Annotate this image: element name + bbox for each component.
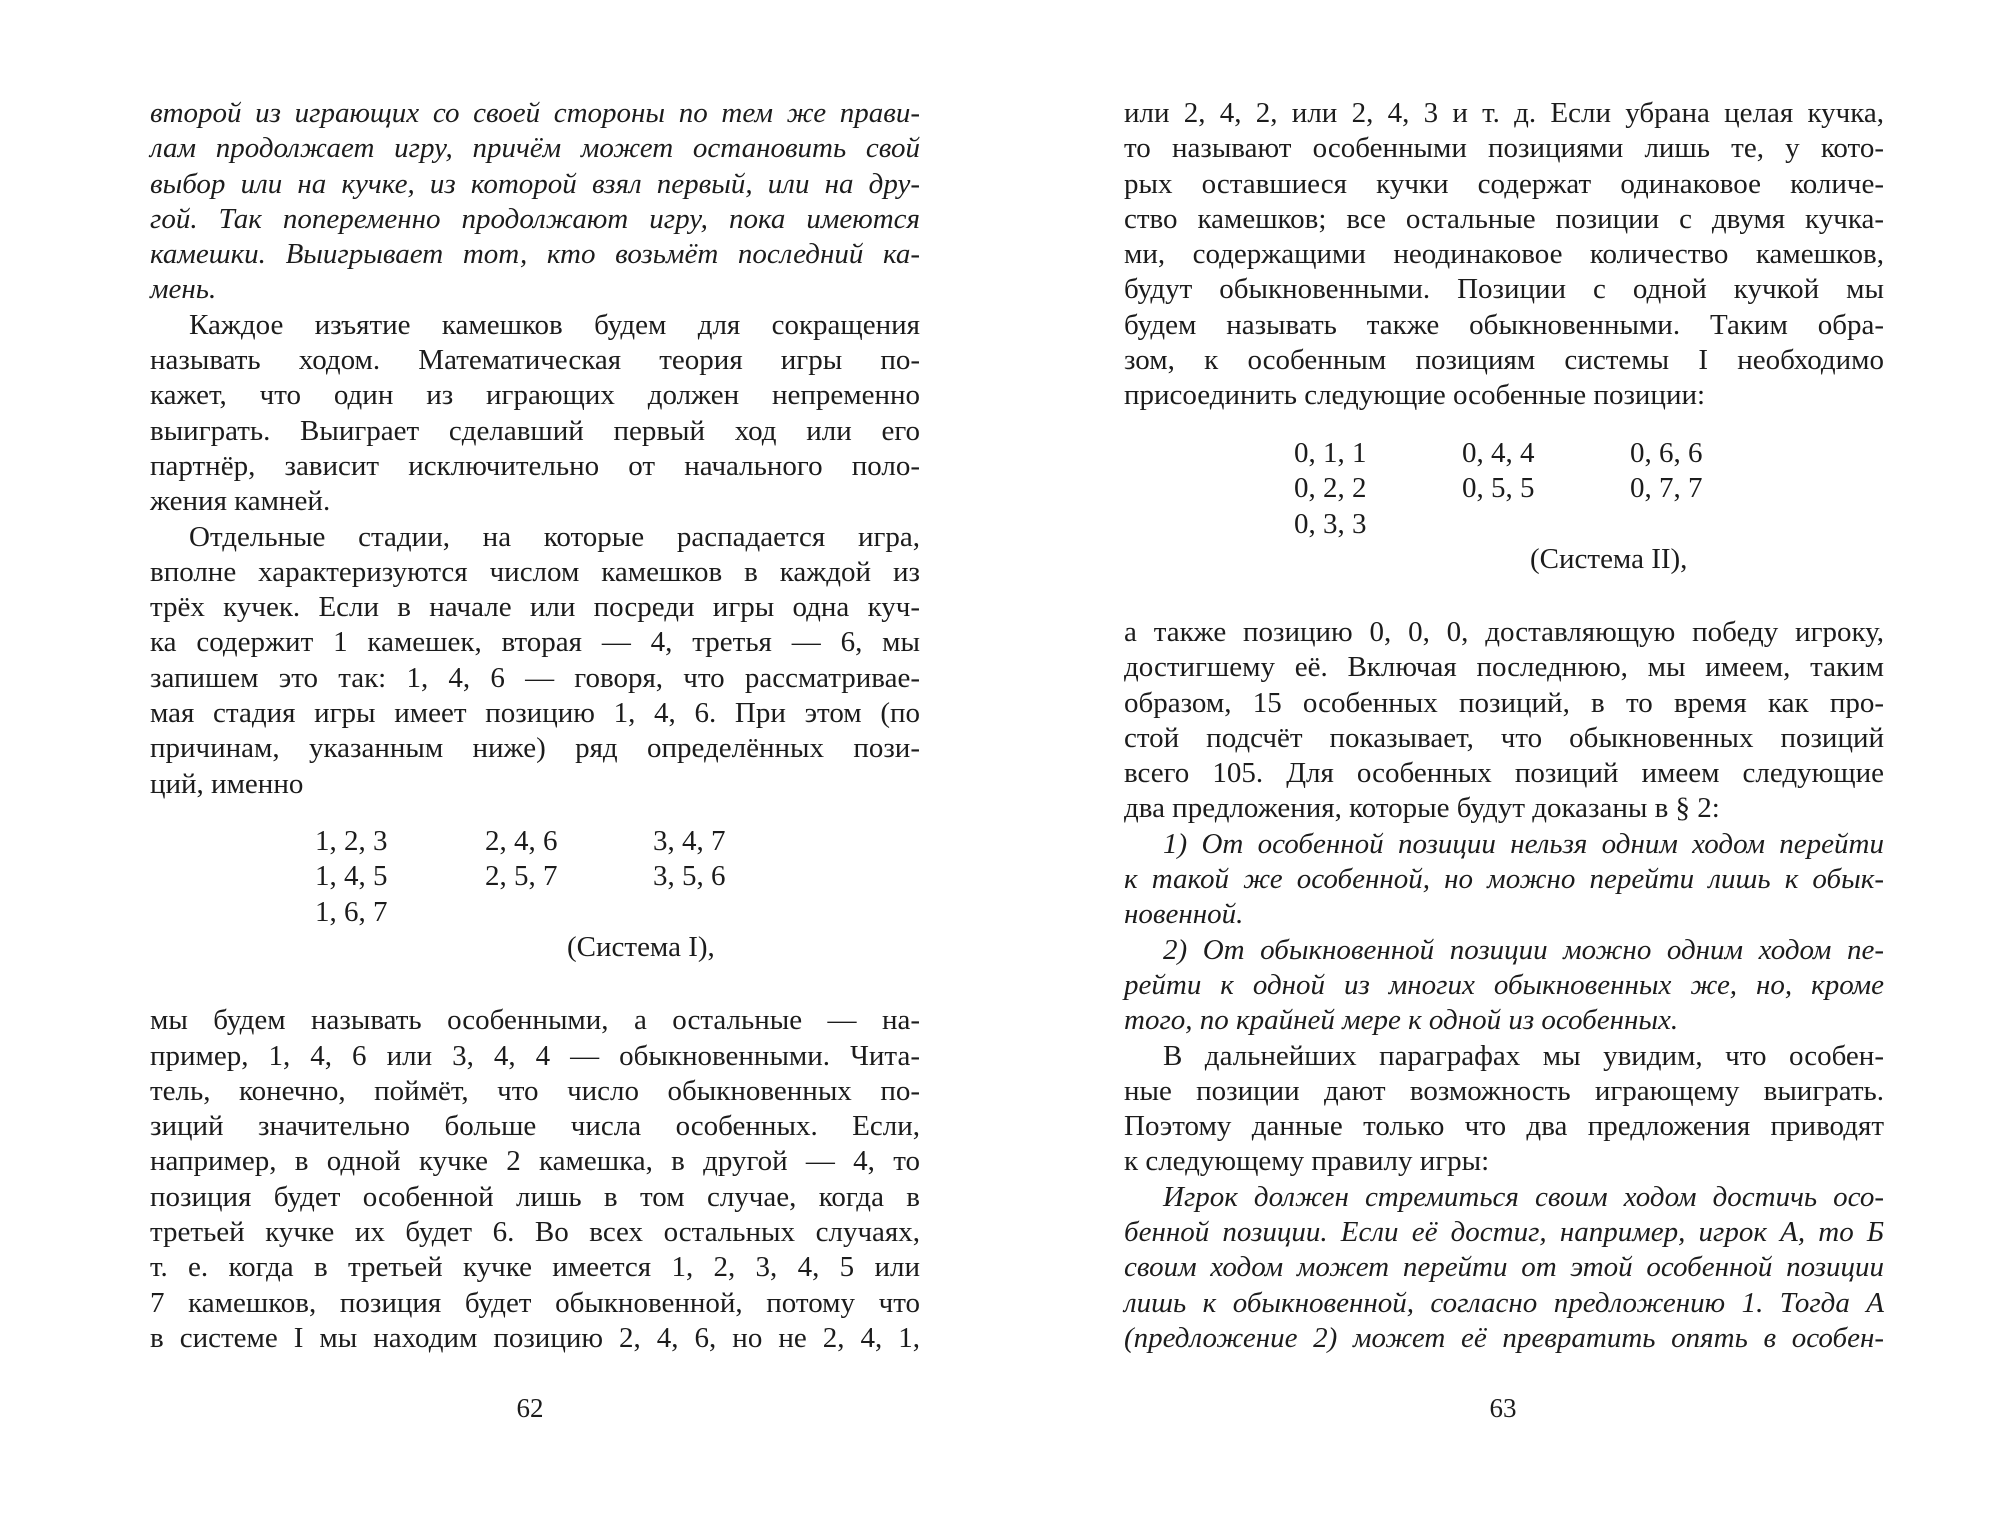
text-line: рых оставшиеся кучки содержат одинаковое количе- xyxy=(1124,167,1884,200)
text-line: позиция будет особенной лишь в том случае, когда в xyxy=(150,1180,920,1213)
system-cell: 1, 6, 7 xyxy=(315,895,388,928)
text-line: к такой же особенной, но можно перейти лишь к обык- xyxy=(1124,863,1884,896)
right-text-block-1 xyxy=(1124,96,1884,414)
left-system-table xyxy=(150,824,920,930)
system-cell: 0, 1, 1 xyxy=(1294,436,1367,469)
text-line: ций, именно xyxy=(150,767,304,800)
text-line: зом, к особенным позициям системы I необходимо xyxy=(1124,344,1884,377)
text-line: 7 камешков, позиция будет обыкновенной, потому что xyxy=(150,1286,920,1319)
left-text-block-2 xyxy=(150,1003,920,1356)
system-caption: (Система I), xyxy=(567,930,715,963)
text-line: бенной позиции. Если её достиг, например, игрок А, то Б xyxy=(1124,1216,1884,1249)
text-line: лам продолжает игру, причём может остановить свой xyxy=(150,132,920,165)
text-line: пример, 1, 4, 6 или 3, 4, 4 — обыкновенными. Чита- xyxy=(150,1039,920,1072)
page-number: 62 xyxy=(516,1393,544,1423)
text-line: жения камней. xyxy=(150,485,331,518)
text-line: достигшему её. Включая последнюю, мы имеем, таким xyxy=(1124,651,1884,684)
text-line: или 2, 4, 2, или 2, 4, 3 и т. д. Если убрана целая кучка, xyxy=(1124,97,1884,129)
system-cell: 3, 4, 7 xyxy=(653,824,726,857)
text-line: два предложения, которые будут доказаны в § 2: xyxy=(1124,792,1720,825)
text-line: причинам, указанным ниже) ряд определённых пози- xyxy=(150,732,920,765)
text-line: 2) От обыкновенной позиции можно одним ходом пе- xyxy=(1163,933,1884,966)
text-line: в системе I мы находим позицию 2, 4, 6, но не 2, 4, 1, xyxy=(150,1321,920,1354)
system-cell: 2, 5, 7 xyxy=(485,859,558,892)
text-line: называть ходом. Математическая теория игры по- xyxy=(150,344,920,377)
text-line: всего 105. Для особенных позиций имеем следующие xyxy=(1124,757,1884,790)
text-line: гой. Так попеременно продолжают игру, пока имеются xyxy=(150,202,920,235)
text-line: рейти к одной из многих обыкновенных же, но, кроме xyxy=(1124,968,1884,1001)
text-line: мы будем называть особенными, а остальные — на- xyxy=(150,1004,920,1037)
text-line: Отдельные стадии, на которые распадается игра, xyxy=(189,520,920,553)
text-line: партнёр, зависит исключительно от начального поло- xyxy=(150,449,920,482)
text-line: образом, 15 особенных позиций, в то время как про- xyxy=(1124,686,1884,719)
system-cell: 0, 7, 7 xyxy=(1630,471,1703,504)
text-line: мень. xyxy=(150,273,217,306)
text-line: новенной. xyxy=(1124,898,1244,931)
text-line: ка содержит 1 камешек, вторая — 4, третья — 6, мы xyxy=(150,626,920,659)
text-line: стой подсчёт показывает, что обыкновенных позиций xyxy=(1124,721,1884,754)
text-line: присоединить следующие особенные позиции: xyxy=(1124,379,1706,412)
text-line: то называют особенными позициями лишь те, у кото- xyxy=(1124,132,1884,165)
text-line: запишем это так: 1, 4, 6 — говоря, что рассматривае- xyxy=(150,661,920,694)
text-line: будут обыкновенными. Позиции с одной кучкой мы xyxy=(1124,273,1884,306)
right-page xyxy=(1124,96,1884,1356)
text-line: камешки. Выигрывает тот, кто возьмёт последний ка- xyxy=(150,238,920,271)
text-line: ные позиции дают возможность играющему выиграть. xyxy=(1124,1074,1884,1107)
system-cell: 1, 2, 3 xyxy=(315,824,388,857)
system-cell: 0, 5, 5 xyxy=(1462,471,1535,504)
text-line: выиграть. Выиграет сделавший первый ход или его xyxy=(150,414,920,447)
text-line: тель, конечно, поймёт, что число обыкновенных по- xyxy=(150,1074,920,1107)
system-cell: 3, 5, 6 xyxy=(653,859,726,892)
text-line: ство камешков; все остальные позиции с двумя кучка- xyxy=(1124,202,1884,235)
text-line: к следующему правилу игры: xyxy=(1124,1145,1490,1178)
text-line: того, по крайней мере к одной из особенных. xyxy=(1124,1004,1679,1037)
system-cell: 0, 6, 6 xyxy=(1630,436,1703,469)
text-line: третьей кучке их будет 6. Во всех остальных случаях, xyxy=(150,1216,920,1249)
left-page xyxy=(150,96,920,1356)
text-line: ми, содержащими неодинаковое количество камешков, xyxy=(1124,238,1884,271)
system-cell: 0, 3, 3 xyxy=(1294,507,1367,540)
text-line: Поэтому данные только что два предложения приводят xyxy=(1124,1110,1884,1143)
text-line: (предложение 2) может её превратить опять в особен- xyxy=(1124,1321,1884,1354)
system-cell: 1, 4, 5 xyxy=(315,859,388,892)
page-number: 63 xyxy=(1489,1393,1517,1423)
text-line: своим ходом может перейти от этой особенной позиции xyxy=(1124,1251,1884,1284)
system-caption: (Система II), xyxy=(1530,542,1688,575)
text-line: В дальнейших параграфах мы увидим, что особен- xyxy=(1163,1039,1884,1072)
text-line: выбор или на кучке, из которой взял первый, или на дру- xyxy=(150,167,920,200)
text-line: т. е. когда в третьей кучке имеется 1, 2, 3, 4, 5 или xyxy=(150,1251,920,1284)
left-text-block-1 xyxy=(150,96,920,802)
text-line: мая стадия игры имеет позицию 1, 4, 6. При этом (по xyxy=(150,697,920,730)
text-line: 1) От особенной позиции нельзя одним ходом перейти xyxy=(1163,827,1884,860)
right-text-block-2 xyxy=(1124,615,1884,1356)
right-system-table xyxy=(1124,436,1884,542)
system-cell: 0, 4, 4 xyxy=(1462,436,1535,469)
text-line: будем называть также обыкновенными. Таким обра- xyxy=(1124,308,1884,341)
text-line: лишь к обыкновенной, согласно предложению 1. Тогда А xyxy=(1124,1286,1884,1319)
text-line: кажет, что один из играющих должен непременно xyxy=(150,379,920,412)
text-line: вполне характеризуются числом камешков в каждой из xyxy=(150,555,920,588)
system-cell: 0, 2, 2 xyxy=(1294,471,1367,504)
text-line: трёх кучек. Если в начале или посреди игры одна куч- xyxy=(150,591,920,624)
text-line: второй из играющих со своей стороны по тем же прави- xyxy=(150,97,920,129)
text-line: а также позицию 0, 0, 0, доставляющую победу игроку, xyxy=(1124,615,1884,648)
text-line: зиций значительно больше числа особенных. Если, xyxy=(150,1110,920,1143)
text-line: Каждое изъятие камешков будем для сокращения xyxy=(189,308,920,341)
system-cell: 2, 4, 6 xyxy=(485,824,558,857)
text-line: Игрок должен стремиться своим ходом достичь осо- xyxy=(1163,1180,1884,1213)
text-line: например, в одной кучке 2 камешка, в другой — 4, то xyxy=(150,1145,920,1178)
